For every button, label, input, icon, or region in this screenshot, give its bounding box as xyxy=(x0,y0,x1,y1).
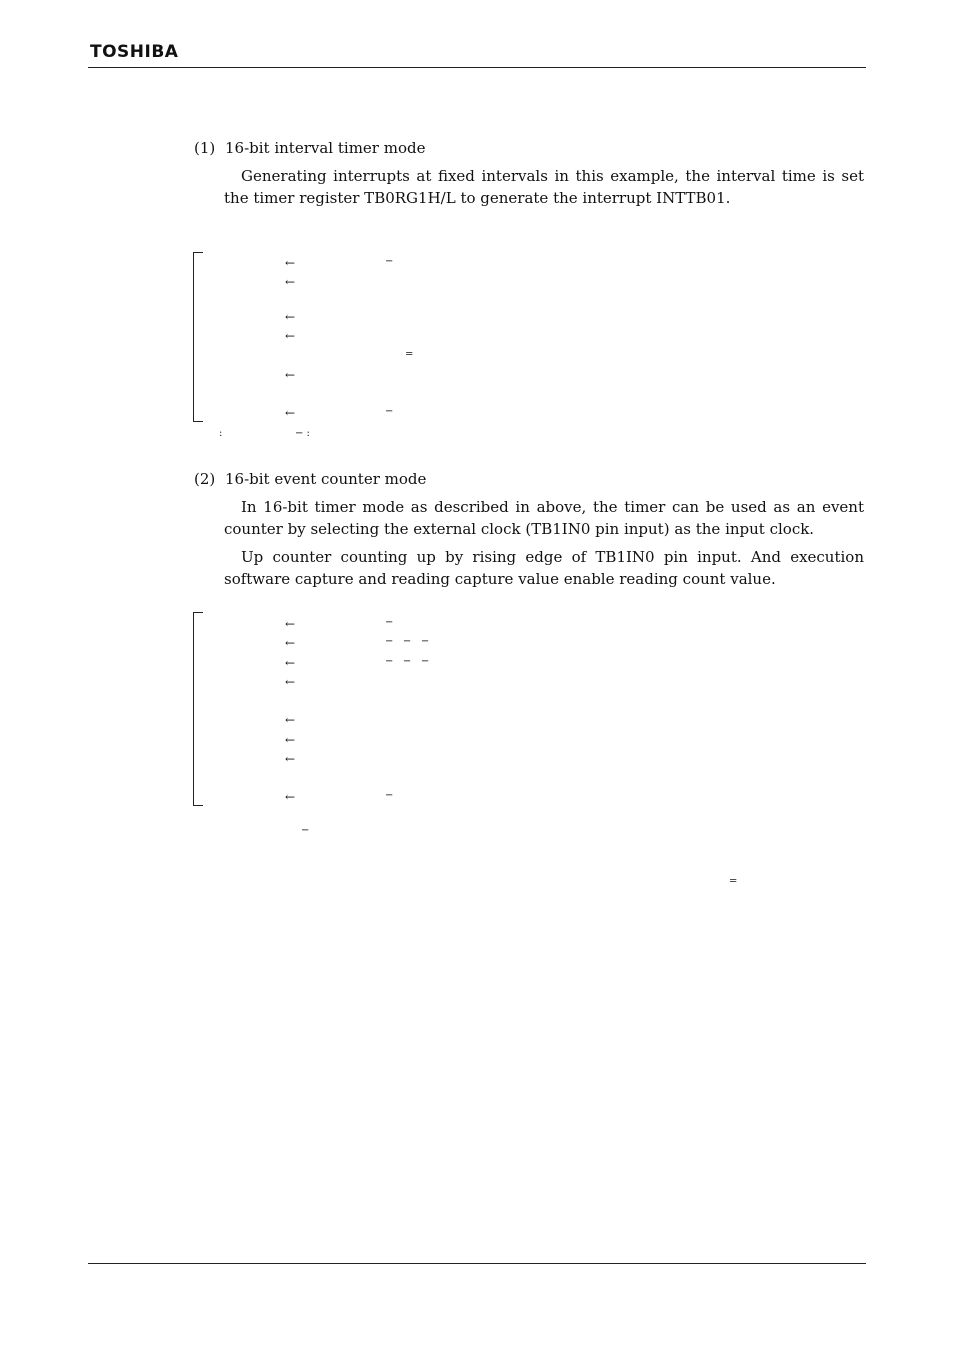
section-2-paragraph-1-text: In 16-bit timer mode as described in above, the timer can be used as an event counter by selecting the external clock (TB1IN0 pin input) as the input clock. xyxy=(224,498,864,538)
code-1-arrow-6: ← xyxy=(285,406,296,420)
code-1-equals: = xyxy=(405,349,414,360)
section-2-paragraph-1 xyxy=(224,496,864,540)
code-2-arrow-4: ← xyxy=(285,675,296,689)
code-1-footnote-dash: − : xyxy=(295,428,310,439)
code-1-arrow-5: ← xyxy=(285,368,296,382)
section-1-paragraph xyxy=(224,165,864,209)
toshiba-logo: TOSHIBA xyxy=(90,42,179,62)
code-2-dashes-2: − − − xyxy=(385,636,430,647)
code-2-dash-4: − xyxy=(385,790,394,801)
code-1-arrow-3: ← xyxy=(285,310,296,324)
section-1-number: (1) xyxy=(194,139,216,157)
section-1-paragraph-text: Generating interrupts at fixed intervals in this example, the interval time is set the timer register TB0RG1H/L to generate the interrupt INTTB01. xyxy=(224,167,864,207)
code-2-arrow-1: ← xyxy=(285,617,296,631)
section-2-paragraph-2 xyxy=(224,546,864,590)
code-1-arrow-4: ← xyxy=(285,329,296,343)
code-2-arrow-7: ← xyxy=(285,752,296,766)
code-block-1-bracket xyxy=(193,252,203,422)
code-1-dash-1: − xyxy=(385,256,394,267)
code-2-arrow-5: ← xyxy=(285,713,296,727)
code-2-note-dash: − xyxy=(301,825,310,836)
code-2-arrow-8: ← xyxy=(285,790,296,804)
code-1-arrow-2: ← xyxy=(285,275,296,289)
code-1-footnote-colon: : xyxy=(219,428,223,439)
section-2-number: (2) xyxy=(194,470,216,488)
section-1-title: 16-bit interval timer mode xyxy=(225,139,426,157)
code-2-dash-1: − xyxy=(385,617,394,628)
footer-rule xyxy=(88,1263,866,1264)
code-1-arrow-1: ← xyxy=(285,256,296,270)
code-1-dash-2: − xyxy=(385,406,394,417)
code-block-2-bracket xyxy=(193,612,203,806)
section-2-title: 16-bit event counter mode xyxy=(225,470,427,488)
section-2-paragraph-2-text: Up counter counting up by rising edge of TB1IN0 pin input. And execution software capture and reading capture value enable reading count value. xyxy=(224,548,864,588)
header-rule xyxy=(88,67,866,68)
code-2-note-equals: = xyxy=(729,876,738,887)
code-2-arrow-3: ← xyxy=(285,656,296,670)
code-2-arrow-2: ← xyxy=(285,636,296,650)
code-2-arrow-6: ← xyxy=(285,733,296,747)
code-2-dashes-3: − − − xyxy=(385,656,430,667)
